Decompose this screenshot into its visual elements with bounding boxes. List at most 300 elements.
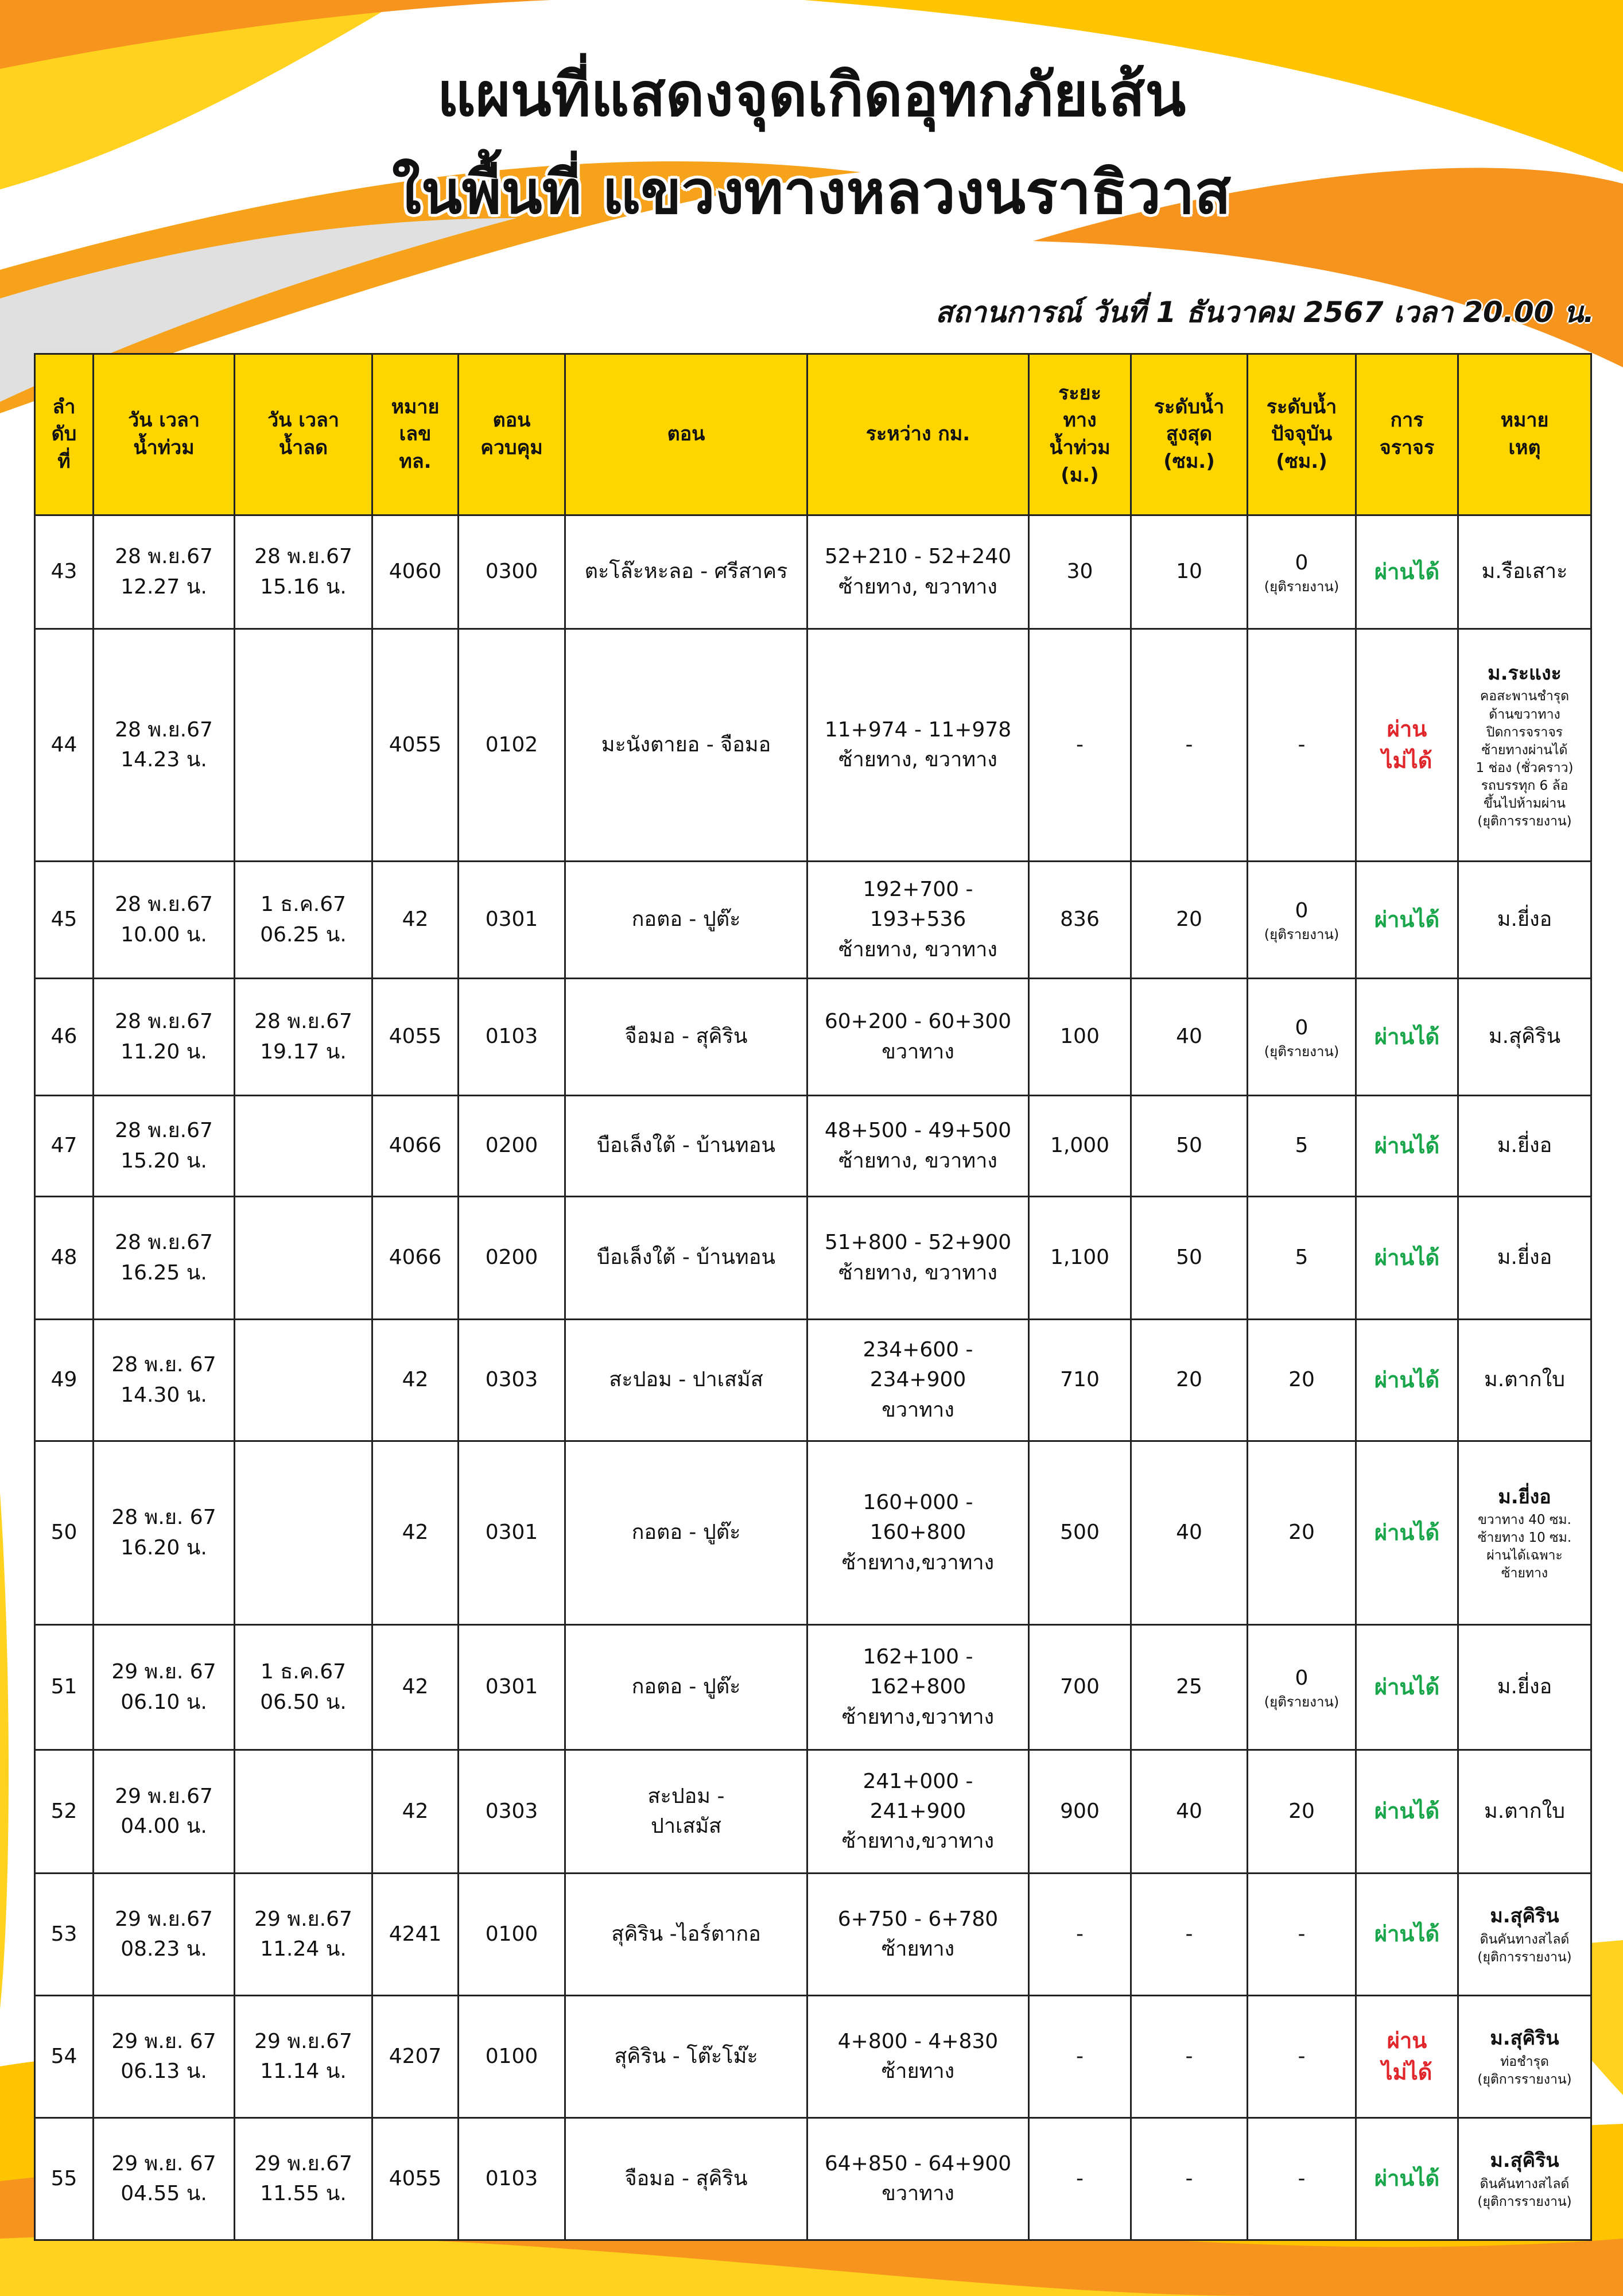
route-number-text: 4055 — [389, 2166, 442, 2190]
traffic-status — [1356, 862, 1458, 979]
route-number-text: 42 — [402, 1521, 429, 1545]
traffic-status-text: ผ่านได้ — [1374, 1244, 1440, 1270]
table-row — [35, 1874, 1591, 1996]
section-name — [565, 1320, 807, 1441]
flood-datetime-text: 28 พ.ย.67 — [115, 1010, 213, 1034]
flood-datetime-text: 06.13 น. — [121, 2060, 207, 2083]
flood-datetime-text: 14.30 น. — [121, 1383, 207, 1407]
row-number — [35, 1996, 94, 2118]
remark-text: ม.สุคิริน — [1488, 1025, 1561, 1049]
control-section-text: 0100 — [485, 2044, 538, 2068]
route-number — [372, 1441, 459, 1625]
flood-datetime-text: 29 พ.ย. 67 — [111, 2029, 216, 2053]
remark — [1458, 1197, 1591, 1320]
column-header-line: ทาง — [1063, 409, 1097, 432]
current-water-level-text: 5 — [1295, 1134, 1309, 1158]
max-water-level — [1131, 1874, 1248, 1996]
remark-text: (ยุติการรายงาน) — [1477, 2072, 1572, 2087]
remark-text: ขึ้นไปห้ามผ่าน — [1484, 796, 1566, 811]
max-water-level-text: - — [1185, 732, 1193, 757]
km-range-text: 60+200 - 60+300 — [824, 1010, 1012, 1034]
km-range-text: 51+800 - 52+900 — [824, 1231, 1012, 1255]
recede-datetime — [235, 2118, 372, 2240]
flood-distance-text: 1,100 — [1050, 1246, 1110, 1270]
current-water-level-text: - — [1298, 2044, 1306, 2068]
km-range — [807, 629, 1029, 862]
remark-text: (ยุติการรายงาน) — [1477, 813, 1572, 829]
max-water-level — [1131, 1996, 1248, 2118]
flood-datetime — [94, 1197, 235, 1320]
flood-datetime-text: 28 พ.ย.67 — [115, 1119, 213, 1143]
row-number-text: 50 — [51, 1521, 77, 1545]
remark-text: ม.ตากใบ — [1484, 1368, 1565, 1392]
recede-datetime — [235, 1197, 372, 1320]
column-header-line: ตอน — [492, 409, 531, 432]
traffic-status-text: ผ่านได้ — [1374, 1023, 1440, 1049]
km-range-text: ซ้ายทาง, ขวาทาง — [838, 1261, 997, 1285]
row-number — [35, 1874, 94, 1996]
control-section-text: 0301 — [485, 907, 538, 932]
table-row — [35, 979, 1591, 1096]
traffic-status — [1356, 1096, 1458, 1197]
recede-datetime-text: 1 ธ.ค.67 — [260, 893, 347, 917]
column-header — [94, 354, 235, 515]
remark-text: ม.ยี่งอ — [1497, 1134, 1552, 1158]
column-header-line: (ซม.) — [1276, 449, 1327, 473]
table-header-row — [35, 354, 1591, 515]
column-header — [1356, 354, 1458, 515]
km-range-text: ซ้ายทาง — [881, 1937, 955, 1961]
max-water-level-text: - — [1185, 1922, 1193, 1946]
recede-datetime — [235, 979, 372, 1096]
flood-distance-text: 500 — [1060, 1521, 1100, 1545]
remark-text: (ยุติการรายงาน) — [1477, 1949, 1572, 1965]
current-water-level-text: 0 — [1295, 1666, 1309, 1690]
flood-distance — [1029, 862, 1131, 979]
column-header-line: สูงสุด — [1166, 422, 1213, 446]
remark — [1458, 1996, 1591, 2118]
row-number — [35, 1320, 94, 1441]
section-name — [565, 1441, 807, 1625]
column-header-line: ที่ — [57, 449, 71, 473]
flood-datetime — [94, 629, 235, 862]
flood-datetime-text: 28 พ.ย.67 — [115, 1231, 213, 1255]
current-water-level-text: 0 — [1295, 550, 1309, 575]
km-range-text: 192+700 - 193+536 — [863, 878, 973, 932]
table-row — [35, 2118, 1591, 2240]
row-number-text: 43 — [51, 560, 77, 584]
section-name — [565, 979, 807, 1096]
flood-distance-text: - — [1076, 732, 1084, 757]
row-number — [35, 1197, 94, 1320]
control-section — [459, 515, 565, 629]
flood-distance — [1029, 1750, 1131, 1874]
control-section-text: 0200 — [485, 1134, 538, 1158]
section-name-text: มะนังตายอ - จือมอ — [601, 732, 771, 757]
current-water-level — [1248, 1197, 1356, 1320]
remark — [1458, 629, 1591, 862]
section-name-text: กอตอ - ปูต๊ะ — [631, 907, 741, 932]
column-header-line: ระดับน้ำ — [1154, 395, 1225, 418]
remark-text: ม.สุคิริน — [1490, 1905, 1559, 1928]
traffic-status-text: ผ่าน — [1387, 2027, 1427, 2053]
recede-datetime — [235, 1096, 372, 1197]
max-water-level — [1131, 2118, 1248, 2240]
max-water-level — [1131, 1750, 1248, 1874]
km-range-text: 241+000 - 241+900 — [863, 1769, 973, 1823]
flood-datetime-text: 28 พ.ย.67 — [115, 718, 213, 742]
flood-datetime — [94, 1874, 235, 1996]
max-water-level — [1131, 1441, 1248, 1625]
remark-text: ม.ยี่งอ — [1497, 1675, 1552, 1699]
recede-datetime — [235, 1750, 372, 1874]
flood-datetime-text: 10.00 น. — [121, 922, 207, 947]
row-number-text: 53 — [51, 1922, 77, 1946]
max-water-level-text: 20 — [1176, 907, 1202, 932]
row-number — [35, 1750, 94, 1874]
column-header-line: จราจร — [1379, 436, 1435, 459]
current-water-level-text: (ยุติรายงาน) — [1264, 579, 1339, 595]
flood-distance-text: 900 — [1060, 1799, 1100, 1823]
remark — [1458, 2118, 1591, 2240]
current-water-level — [1248, 1441, 1356, 1625]
recede-datetime — [235, 1441, 372, 1625]
row-number — [35, 979, 94, 1096]
column-header-line: ระดับน้ำ — [1266, 395, 1337, 418]
column-header-line: ทล. — [399, 449, 432, 473]
column-header — [1458, 354, 1591, 515]
traffic-status — [1356, 1625, 1458, 1750]
max-water-level-text: 50 — [1176, 1246, 1202, 1270]
section-name-text: สะปอม - — [647, 1784, 725, 1808]
route-number — [372, 515, 459, 629]
flood-distance — [1029, 515, 1131, 629]
section-name — [565, 1625, 807, 1750]
route-number — [372, 629, 459, 862]
remark-text: ปิดการจราจร — [1486, 724, 1563, 740]
row-number — [35, 1096, 94, 1197]
column-header-line: ระหว่าง กม. — [865, 422, 970, 446]
km-range — [807, 1197, 1029, 1320]
column-header — [807, 354, 1029, 515]
traffic-status — [1356, 1750, 1458, 1874]
row-number-text: 49 — [51, 1368, 77, 1392]
column-header — [459, 354, 565, 515]
current-water-level — [1248, 1625, 1356, 1750]
current-water-level-text: (ยุติรายงาน) — [1264, 926, 1339, 943]
section-name — [565, 2118, 807, 2240]
recede-datetime-text: 29 พ.ย.67 — [254, 1907, 352, 1931]
control-section-text: 0301 — [485, 1521, 538, 1545]
flood-distance-text: 30 — [1066, 560, 1093, 584]
section-name-text: ตะโล๊ะหะลอ - ศรีสาคร — [584, 560, 788, 584]
remark-text: ม.ยี่งอ — [1497, 907, 1552, 932]
section-name-text: กอตอ - ปูต๊ะ — [631, 1521, 741, 1545]
flood-distance — [1029, 1625, 1131, 1750]
km-range-text: 48+500 - 49+500 — [824, 1119, 1012, 1143]
flood-distance — [1029, 2118, 1131, 2240]
situation-date: สถานการณ์ วันที่ 1 ธันวาคม 2567 เวลา 20.00 น. — [935, 296, 1594, 329]
flood-distance-text: 100 — [1060, 1025, 1100, 1049]
column-header-line: การ — [1390, 409, 1424, 432]
flood-datetime — [94, 1625, 235, 1750]
recede-datetime-text: 29 พ.ย.67 — [254, 2151, 352, 2175]
page-title-line-1: แผนที่แสดงจุดเกิดอุทกภัยเส้น — [437, 60, 1186, 130]
row-number — [35, 1625, 94, 1750]
current-water-level — [1248, 515, 1356, 629]
max-water-level-text: 10 — [1176, 560, 1202, 584]
flood-datetime-text: 28 พ.ย. 67 — [111, 1506, 216, 1530]
remark-text: ผ่านได้เฉพาะ — [1486, 1548, 1563, 1564]
km-range-text: ซ้ายทาง,ขวาทาง — [841, 1705, 995, 1729]
remark — [1458, 1320, 1591, 1441]
row-number-text: 48 — [51, 1246, 77, 1270]
recede-datetime-text: 1 ธ.ค.67 — [260, 1660, 347, 1684]
column-header-line: ตอน — [667, 422, 705, 446]
current-water-level-text: 20 — [1288, 1521, 1315, 1545]
recede-datetime-text: 28 พ.ย.67 — [254, 545, 352, 569]
route-number-text: 4066 — [389, 1134, 442, 1158]
km-range — [807, 515, 1029, 629]
flood-distance — [1029, 1441, 1131, 1625]
current-water-level — [1248, 629, 1356, 862]
traffic-status — [1356, 1320, 1458, 1441]
row-number — [35, 629, 94, 862]
column-header — [565, 354, 807, 515]
km-range-text: 162+100 - 162+800 — [863, 1645, 973, 1699]
flood-distance — [1029, 1874, 1131, 1996]
km-range-text: ซ้ายทาง, ขวาทาง — [838, 1149, 997, 1173]
traffic-status — [1356, 1874, 1458, 1996]
remark-text: ม.รือเสาะ — [1481, 560, 1568, 584]
control-section — [459, 1750, 565, 1874]
km-range — [807, 1441, 1029, 1625]
remark-text: 1 ช่อง (ชั่วคราว) — [1476, 760, 1574, 775]
route-number-text: 4066 — [389, 1246, 442, 1270]
current-water-level — [1248, 1996, 1356, 2118]
remark — [1458, 1441, 1591, 1625]
km-range-text: 234+600 - 234+900 — [863, 1338, 973, 1392]
row-number-text: 54 — [51, 2044, 77, 2068]
flood-datetime-text: 06.10 น. — [121, 1690, 207, 1714]
table-row — [35, 1320, 1591, 1441]
max-water-level — [1131, 629, 1248, 862]
control-section-text: 0301 — [485, 1675, 538, 1699]
recede-datetime-text: 19.17 น. — [260, 1040, 347, 1064]
column-header-line: ระยะ — [1058, 381, 1101, 405]
flood-datetime — [94, 1996, 235, 2118]
recede-datetime — [235, 629, 372, 862]
flood-datetime-text: 04.00 น. — [121, 1814, 207, 1838]
row-number-text: 52 — [51, 1799, 77, 1823]
remark — [1458, 1625, 1591, 1750]
route-number — [372, 1096, 459, 1197]
flood-datetime-text: 16.25 น. — [121, 1261, 207, 1285]
remark — [1458, 515, 1591, 629]
remark-text: ด้านขวาทาง — [1489, 707, 1560, 722]
column-header-line: น้ำท่วม — [1049, 436, 1111, 459]
max-water-level — [1131, 979, 1248, 1096]
flood-distance-text: 836 — [1060, 907, 1100, 932]
recede-datetime — [235, 1996, 372, 2118]
flood-distance-text: - — [1076, 2166, 1084, 2190]
max-water-level — [1131, 1197, 1248, 1320]
recede-datetime-text: 28 พ.ย.67 — [254, 1010, 352, 1034]
row-number-text: 51 — [51, 1675, 77, 1699]
remark-text: ขวาทาง 40 ซม. — [1478, 1512, 1571, 1528]
traffic-status-text: ไม่ได้ — [1381, 2060, 1432, 2085]
control-section-text: 0303 — [485, 1799, 538, 1823]
column-header-line: ดับ — [51, 422, 77, 446]
control-section — [459, 1197, 565, 1320]
section-name-text: สุคิริน -ไอร์ตากอ — [611, 1922, 761, 1946]
traffic-status-text: ผ่านได้ — [1374, 1519, 1440, 1545]
flood-datetime — [94, 1320, 235, 1441]
column-header-line: ลำ — [52, 395, 76, 418]
route-number — [372, 1996, 459, 2118]
control-section — [459, 1441, 565, 1625]
flood-datetime-text: 29 พ.ย. 67 — [111, 2151, 216, 2175]
remark-text: ม.ตากใบ — [1484, 1799, 1565, 1823]
route-number-text: 42 — [402, 1799, 429, 1823]
control-section-text: 0100 — [485, 1922, 538, 1946]
flood-datetime-text: 11.20 น. — [121, 1040, 207, 1064]
route-number — [372, 979, 459, 1096]
max-water-level-text: 40 — [1176, 1025, 1202, 1049]
control-section — [459, 1320, 565, 1441]
table-row — [35, 515, 1591, 629]
recede-datetime — [235, 1874, 372, 1996]
column-header-line: น้ำลด — [278, 436, 328, 459]
remark-text: ม.สุคิริน — [1490, 2027, 1559, 2050]
current-water-level-text: 0 — [1295, 898, 1309, 922]
max-water-level-text: 40 — [1176, 1799, 1202, 1823]
current-water-level — [1248, 862, 1356, 979]
section-name — [565, 1096, 807, 1197]
flood-datetime-text: 28 พ.ย.67 — [115, 893, 213, 917]
table-row — [35, 1625, 1591, 1750]
control-section-text: 0300 — [485, 560, 538, 584]
recede-datetime-text: 29 พ.ย.67 — [254, 2029, 352, 2053]
section-name — [565, 515, 807, 629]
km-range — [807, 1625, 1029, 1750]
km-range-text: ซ้ายทาง,ขวาทาง — [841, 1829, 995, 1853]
flood-datetime — [94, 1096, 235, 1197]
flood-report-table — [34, 353, 1592, 2241]
section-name-text: สะปอม - ปาเสมัส — [609, 1368, 763, 1392]
current-water-level — [1248, 1096, 1356, 1197]
flood-distance-text: - — [1076, 1922, 1084, 1946]
remark-text: ดินคันทางสไลด์ — [1480, 1932, 1570, 1947]
km-range — [807, 862, 1029, 979]
max-water-level — [1131, 1625, 1248, 1750]
route-number — [372, 2118, 459, 2240]
flood-distance-text: 700 — [1060, 1675, 1100, 1699]
traffic-status-text: ผ่านได้ — [1374, 1133, 1440, 1158]
route-number — [372, 1750, 459, 1874]
current-water-level — [1248, 1320, 1356, 1441]
max-water-level — [1131, 515, 1248, 629]
row-number — [35, 2118, 94, 2240]
current-water-level — [1248, 1874, 1356, 1996]
current-water-level-text: - — [1298, 2166, 1306, 2190]
recede-datetime — [235, 1320, 372, 1441]
current-water-level-text: 20 — [1288, 1799, 1315, 1823]
traffic-status-text: ผ่านได้ — [1374, 906, 1440, 932]
route-number — [372, 1197, 459, 1320]
flood-distance-text: - — [1076, 2044, 1084, 2068]
current-water-level-text: 20 — [1288, 1368, 1315, 1392]
flood-datetime — [94, 515, 235, 629]
km-range-text: ซ้ายทาง, ขวาทาง — [838, 575, 997, 599]
control-section-text: 0103 — [485, 1025, 538, 1049]
row-number-text: 46 — [51, 1025, 77, 1049]
section-name — [565, 862, 807, 979]
column-header — [372, 354, 459, 515]
current-water-level-text: (ยุติรายงาน) — [1264, 1694, 1339, 1710]
column-header — [1131, 354, 1248, 515]
section-name — [565, 1874, 807, 1996]
km-range-text: ขวาทาง — [882, 2182, 954, 2205]
route-number-text: 42 — [402, 1675, 429, 1699]
route-number — [372, 1320, 459, 1441]
flood-distance — [1029, 629, 1131, 862]
km-range-text: ซ้ายทาง, ขวาทาง — [838, 748, 997, 771]
km-range — [807, 1750, 1029, 1874]
section-name-text: จือมอ - สุคิริน — [624, 2166, 748, 2190]
route-number — [372, 862, 459, 979]
table-row — [35, 1996, 1591, 2118]
remark-text: ซ้ายทางผ่านได้ — [1481, 742, 1568, 758]
row-number-text: 44 — [51, 732, 77, 757]
recede-datetime-text: 11.14 น. — [260, 2060, 347, 2083]
table-row — [35, 1441, 1591, 1625]
table-row — [35, 629, 1591, 862]
column-header-line: น้ำท่วม — [133, 436, 195, 459]
section-name — [565, 1996, 807, 2118]
max-water-level-text: 25 — [1176, 1675, 1202, 1699]
remark-text: รถบรรทุก 6 ล้อ — [1481, 778, 1568, 793]
km-range-text: 160+000 - 160+800 — [863, 1491, 973, 1545]
traffic-status-text: ผ่าน — [1387, 716, 1427, 742]
remark — [1458, 1874, 1591, 1996]
remark-text: ซ้ายทาง 10 ซม. — [1477, 1530, 1572, 1546]
remark-text: ท่อชำรุด — [1500, 2054, 1549, 2069]
row-number-text: 55 — [51, 2166, 77, 2190]
max-water-level-text: 20 — [1176, 1368, 1202, 1392]
current-water-level-text: 0 — [1295, 1015, 1309, 1040]
route-number-text: 4060 — [389, 560, 442, 584]
km-range — [807, 1996, 1029, 2118]
column-header-line: ควบคุม — [480, 436, 543, 459]
traffic-status — [1356, 1996, 1458, 2118]
max-water-level-text: - — [1185, 2044, 1193, 2068]
table-row — [35, 862, 1591, 979]
remark-text: (ยุติการรายงาน) — [1477, 2194, 1572, 2209]
flood-datetime-text: 15.20 น. — [121, 1149, 207, 1173]
flood-datetime-text: 16.20 น. — [121, 1535, 207, 1560]
max-water-level-text: - — [1185, 2166, 1193, 2190]
control-section — [459, 862, 565, 979]
km-range-text: ขวาทาง — [882, 1398, 954, 1422]
km-range — [807, 979, 1029, 1096]
remark-text: ม.ยี่งอ — [1498, 1485, 1551, 1508]
km-range-text: 52+210 - 52+240 — [824, 545, 1012, 569]
max-water-level — [1131, 1096, 1248, 1197]
table-body — [35, 515, 1591, 2240]
flood-datetime-text: 29 พ.ย. 67 — [111, 1660, 216, 1684]
section-name-text: สุคิริน - โต๊ะโม๊ะ — [614, 2044, 758, 2068]
